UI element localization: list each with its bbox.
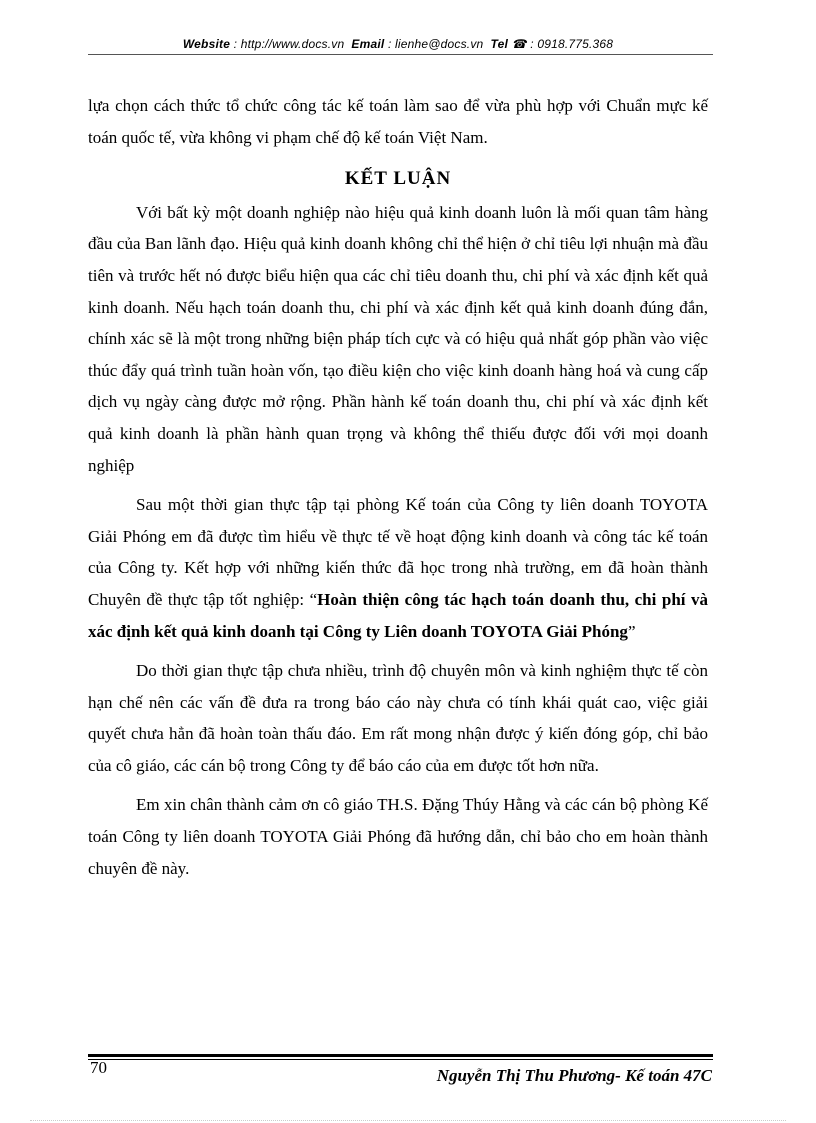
phone-icon: ☎	[511, 37, 527, 51]
footer-author: Nguyễn Thị Thu Phương- Kế toán 47C	[436, 1066, 712, 1085]
paragraph-3: Do thời gian thực tập chưa nhiều, trình độ chuyên môn và kinh nghiệm thực tế còn hạn chế nên các vấn đề đưa ra trong báo cáo này chưa có tính khái quát cao, việc giải quyết chưa hẳn đã hoàn toàn thấu đáo. Em rất mong nhận được ý kiến đóng góp, chỉ bảo của cô giáo, các cán bộ trong Công ty để báo cáo của em được tốt hơn nữa.	[88, 661, 708, 775]
paragraph-1: Với bất kỳ một doanh nghiệp nào hiệu quả kinh doanh luôn là mối quan tâm hàng đầu của Ban lãnh đạo. Hiệu quả kinh doanh không chỉ thể hiện ở chỉ tiêu lợi nhuận mà đầu tiên và trước hết nó được biểu hiện qua các chỉ tiêu doanh thu, chi phí và xác định kết quả kinh doanh. Nếu hạch toán doanh thu, chi phí và xác định kết quả kinh doanh đúng đắn, chính xác sẽ là một trong những biện pháp tích cực và có hiệu quả nhất góp phần vào việc thúc đẩy quá trình tuần hoàn vốn, tạo điều kiện cho việc kinh doanh hàng hoá và cung cấp dịch vụ ngày càng được mở rộng. Phần hành kế toán doanh thu, chi phí và xác định kết quả kinh doanh là phần hành quan trọng và không thể thiếu được đối với mọi doanh nghiệp	[88, 202, 708, 475]
page-bottom-dotted-line	[30, 1120, 786, 1121]
email-value: : lienhe@docs.vn	[387, 37, 484, 51]
website-url: : http://www.docs.vn	[233, 37, 345, 51]
paragraph-2	[88, 489, 708, 647]
header-divider	[88, 54, 713, 55]
paragraph-2-close: ”	[627, 621, 636, 641]
footer-divider-thin	[88, 1059, 713, 1060]
email-label: Email	[351, 37, 385, 51]
page-number: 70	[90, 1058, 107, 1077]
paragraph-4: Em xin chân thành cảm ơn cô giáo TH.S. Đặng Thúy Hằng và các cán bộ phòng Kế toán Công ty liên doanh TOYOTA Giải Phóng đã hướng dẫn, chỉ bảo cho em hoàn thành chuyên đề này.	[88, 795, 708, 878]
tel-label: Tel	[490, 37, 508, 51]
document-body	[88, 90, 708, 884]
footer-divider-thick	[88, 1054, 713, 1057]
paragraph-2-text: Sau một thời gian thực tập tại phòng Kế toán của Công ty liên doanh TOYOTA Giải Phóng em đã được tìm hiểu về thực tế về hoạt động kinh doanh và công tác kế toán của Công ty. Kết hợp với những kiến thức đã học trong nhà trường, em đã hoàn thành Chuyên đề thực tập tốt nghiệp: “	[88, 495, 708, 609]
section-title: KẾT LUẬN	[344, 168, 452, 190]
tel-value: : 0918.775.368	[530, 37, 614, 51]
thesis-title: Hoàn thiện công tác hạch toán doanh thu, chi phí và xác định kết quả kinh doanh tại Công ty Liên doanh TOYOTA Giải Phóng	[88, 589, 708, 641]
page-header	[88, 37, 708, 51]
website-label: Website	[182, 37, 231, 51]
intro-paragraph: lựa chọn cách thức tổ chức công tác kế toán làm sao để vừa phù hợp với Chuẩn mực kế toán quốc tế, vừa không vi phạm chế độ kế toán Việt Nam.	[88, 96, 708, 147]
